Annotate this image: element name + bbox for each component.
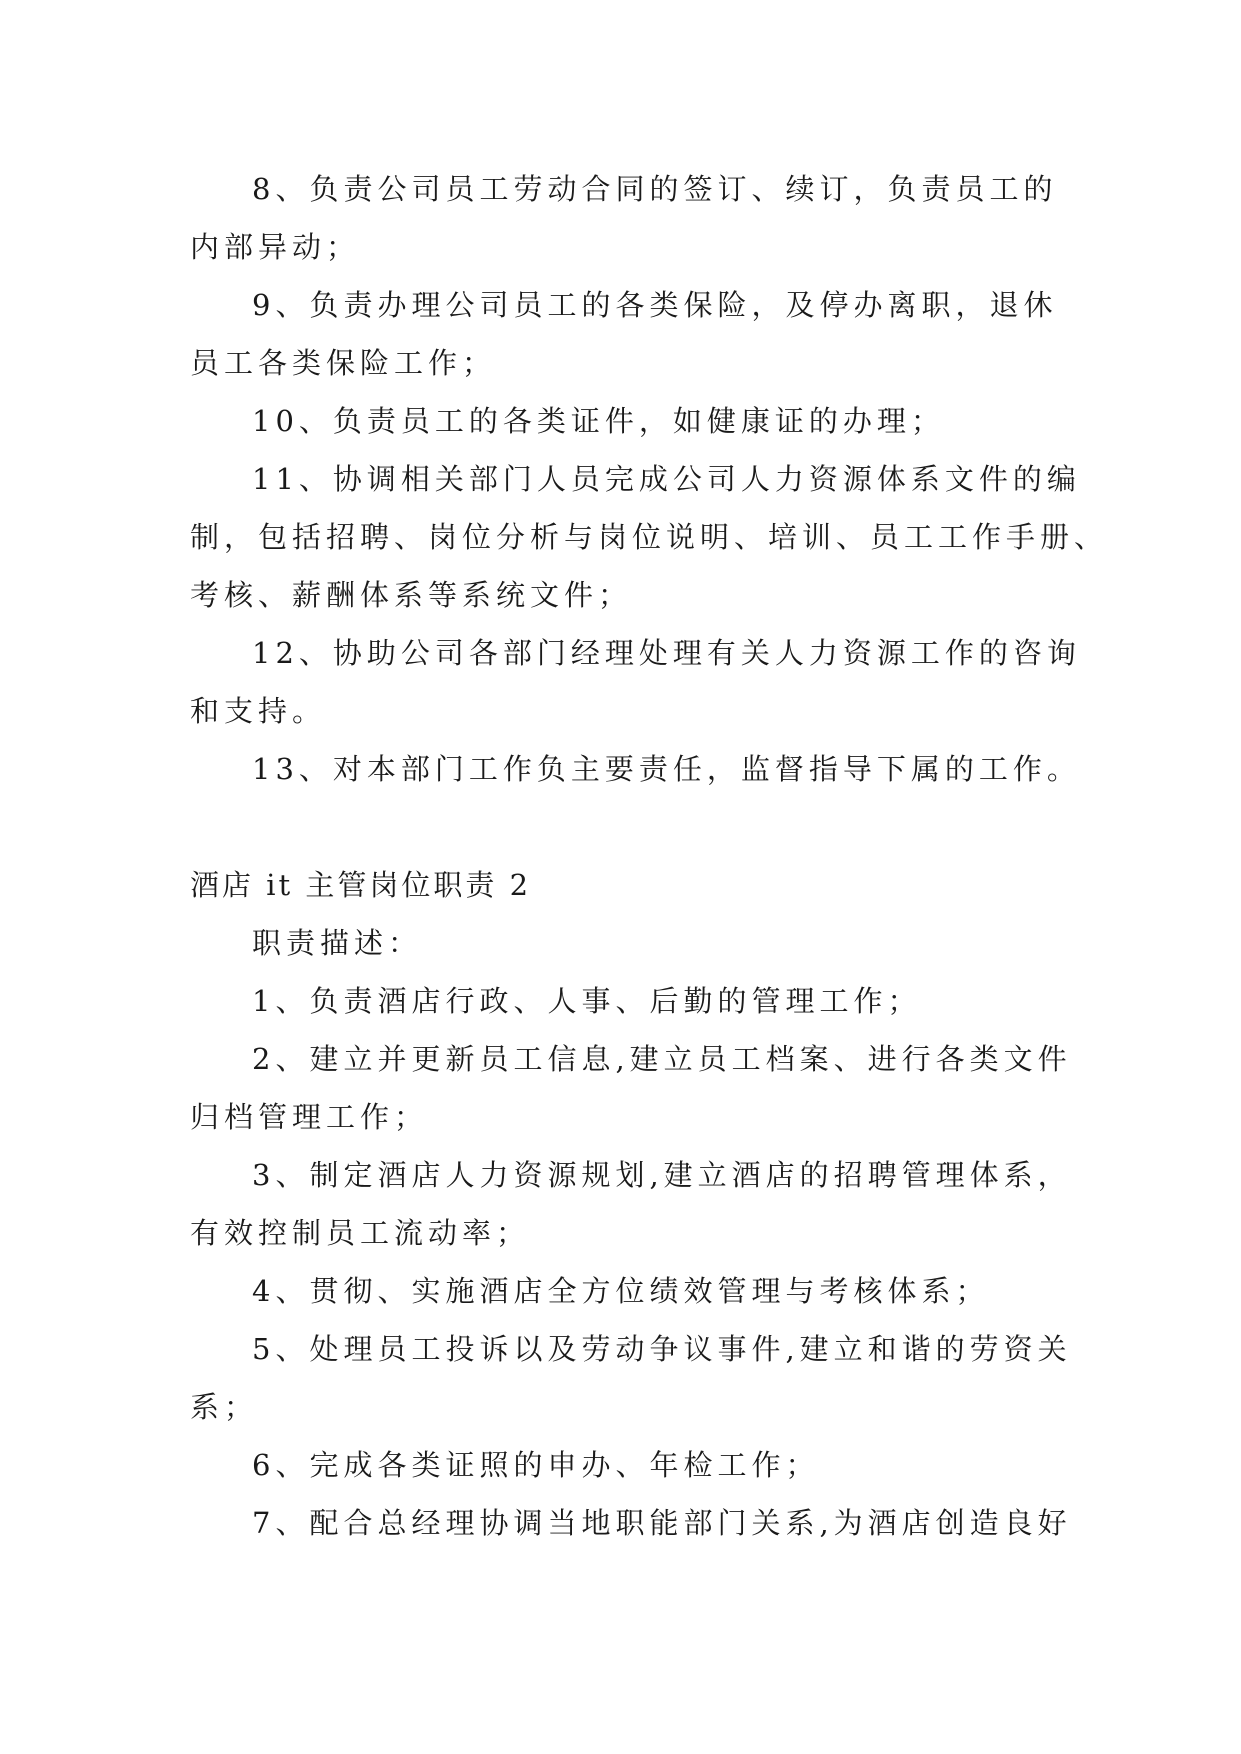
list-item: [190, 1494, 1072, 1552]
section-subtitle: 职责描述：: [252, 926, 423, 960]
item-12-line-2: 和支持。: [190, 694, 327, 728]
item-13-line-1: 13、对本部门工作负主要责任，监督指导下属的工作。: [252, 752, 1081, 786]
item-8-line-2: 内部异动；: [190, 230, 361, 264]
section-gap: [190, 798, 1060, 856]
duty-2-line-2: 归档管理工作；: [190, 1100, 429, 1134]
duty-3-line-1: 3、制定酒店人力资源规划,建立酒店的招聘管理体系，: [252, 1158, 1072, 1192]
item-9-line-1: 9、负责办理公司员工的各类保险，及停办离职，退休: [252, 288, 1058, 322]
item-11-line-1: 11、协调相关部门人员完成公司人力资源体系文件的编: [252, 462, 1081, 496]
list-item: [190, 392, 1060, 450]
item-11-line-3: 考核、薪酬体系等系统文件；: [190, 578, 633, 612]
item-10-line-1: 10、负责员工的各类证件，如健康证的办理；: [252, 404, 945, 438]
list-item: [190, 276, 1060, 392]
list-item: [190, 740, 1081, 798]
list-item: [190, 972, 1060, 1030]
duty-4-line-1: 4、贯彻、实施酒店全方位绩效管理与考核体系；: [252, 1274, 990, 1308]
duty-1-line-1: 1、负责酒店行政、人事、后勤的管理工作；: [252, 984, 922, 1018]
duty-7-line-1: 7、配合总经理协调当地职能部门关系,为酒店创造良好: [252, 1506, 1072, 1540]
list-item: [190, 1436, 1060, 1494]
item-9-line-2: 员工各类保险工作；: [190, 346, 497, 380]
list-item: [190, 160, 1060, 276]
list-item: [190, 1320, 1072, 1436]
duty-3-line-2: 有效控制员工流动率；: [190, 1216, 531, 1250]
duty-5-line-2: 系；: [190, 1390, 259, 1424]
item-8-line-1: 8、负责公司员工劳动合同的签订、续订，负责员工的: [252, 172, 1058, 206]
list-item: [190, 450, 1109, 624]
document-body: [190, 160, 1109, 1552]
duty-6-line-1: 6、完成各类证照的申办、年检工作；: [252, 1448, 820, 1482]
item-11-line-2: 制，包括招聘、岗位分析与岗位说明、培训、员工工作手册、: [190, 520, 1109, 554]
section-title: 酒店 it 主管岗位职责 2: [190, 868, 532, 902]
list-item: [190, 1146, 1072, 1262]
list-item: [190, 1030, 1072, 1146]
duty-2-line-1: 2、建立并更新员工信息,建立员工档案、进行各类文件: [252, 1042, 1072, 1076]
duty-5-line-1: 5、处理员工投诉以及劳动争议事件,建立和谐的劳资关: [252, 1332, 1072, 1366]
item-12-line-1: 12、协助公司各部门经理处理有关人力资源工作的咨询: [252, 636, 1081, 670]
list-item: [190, 1262, 1060, 1320]
list-item: [190, 624, 1081, 740]
